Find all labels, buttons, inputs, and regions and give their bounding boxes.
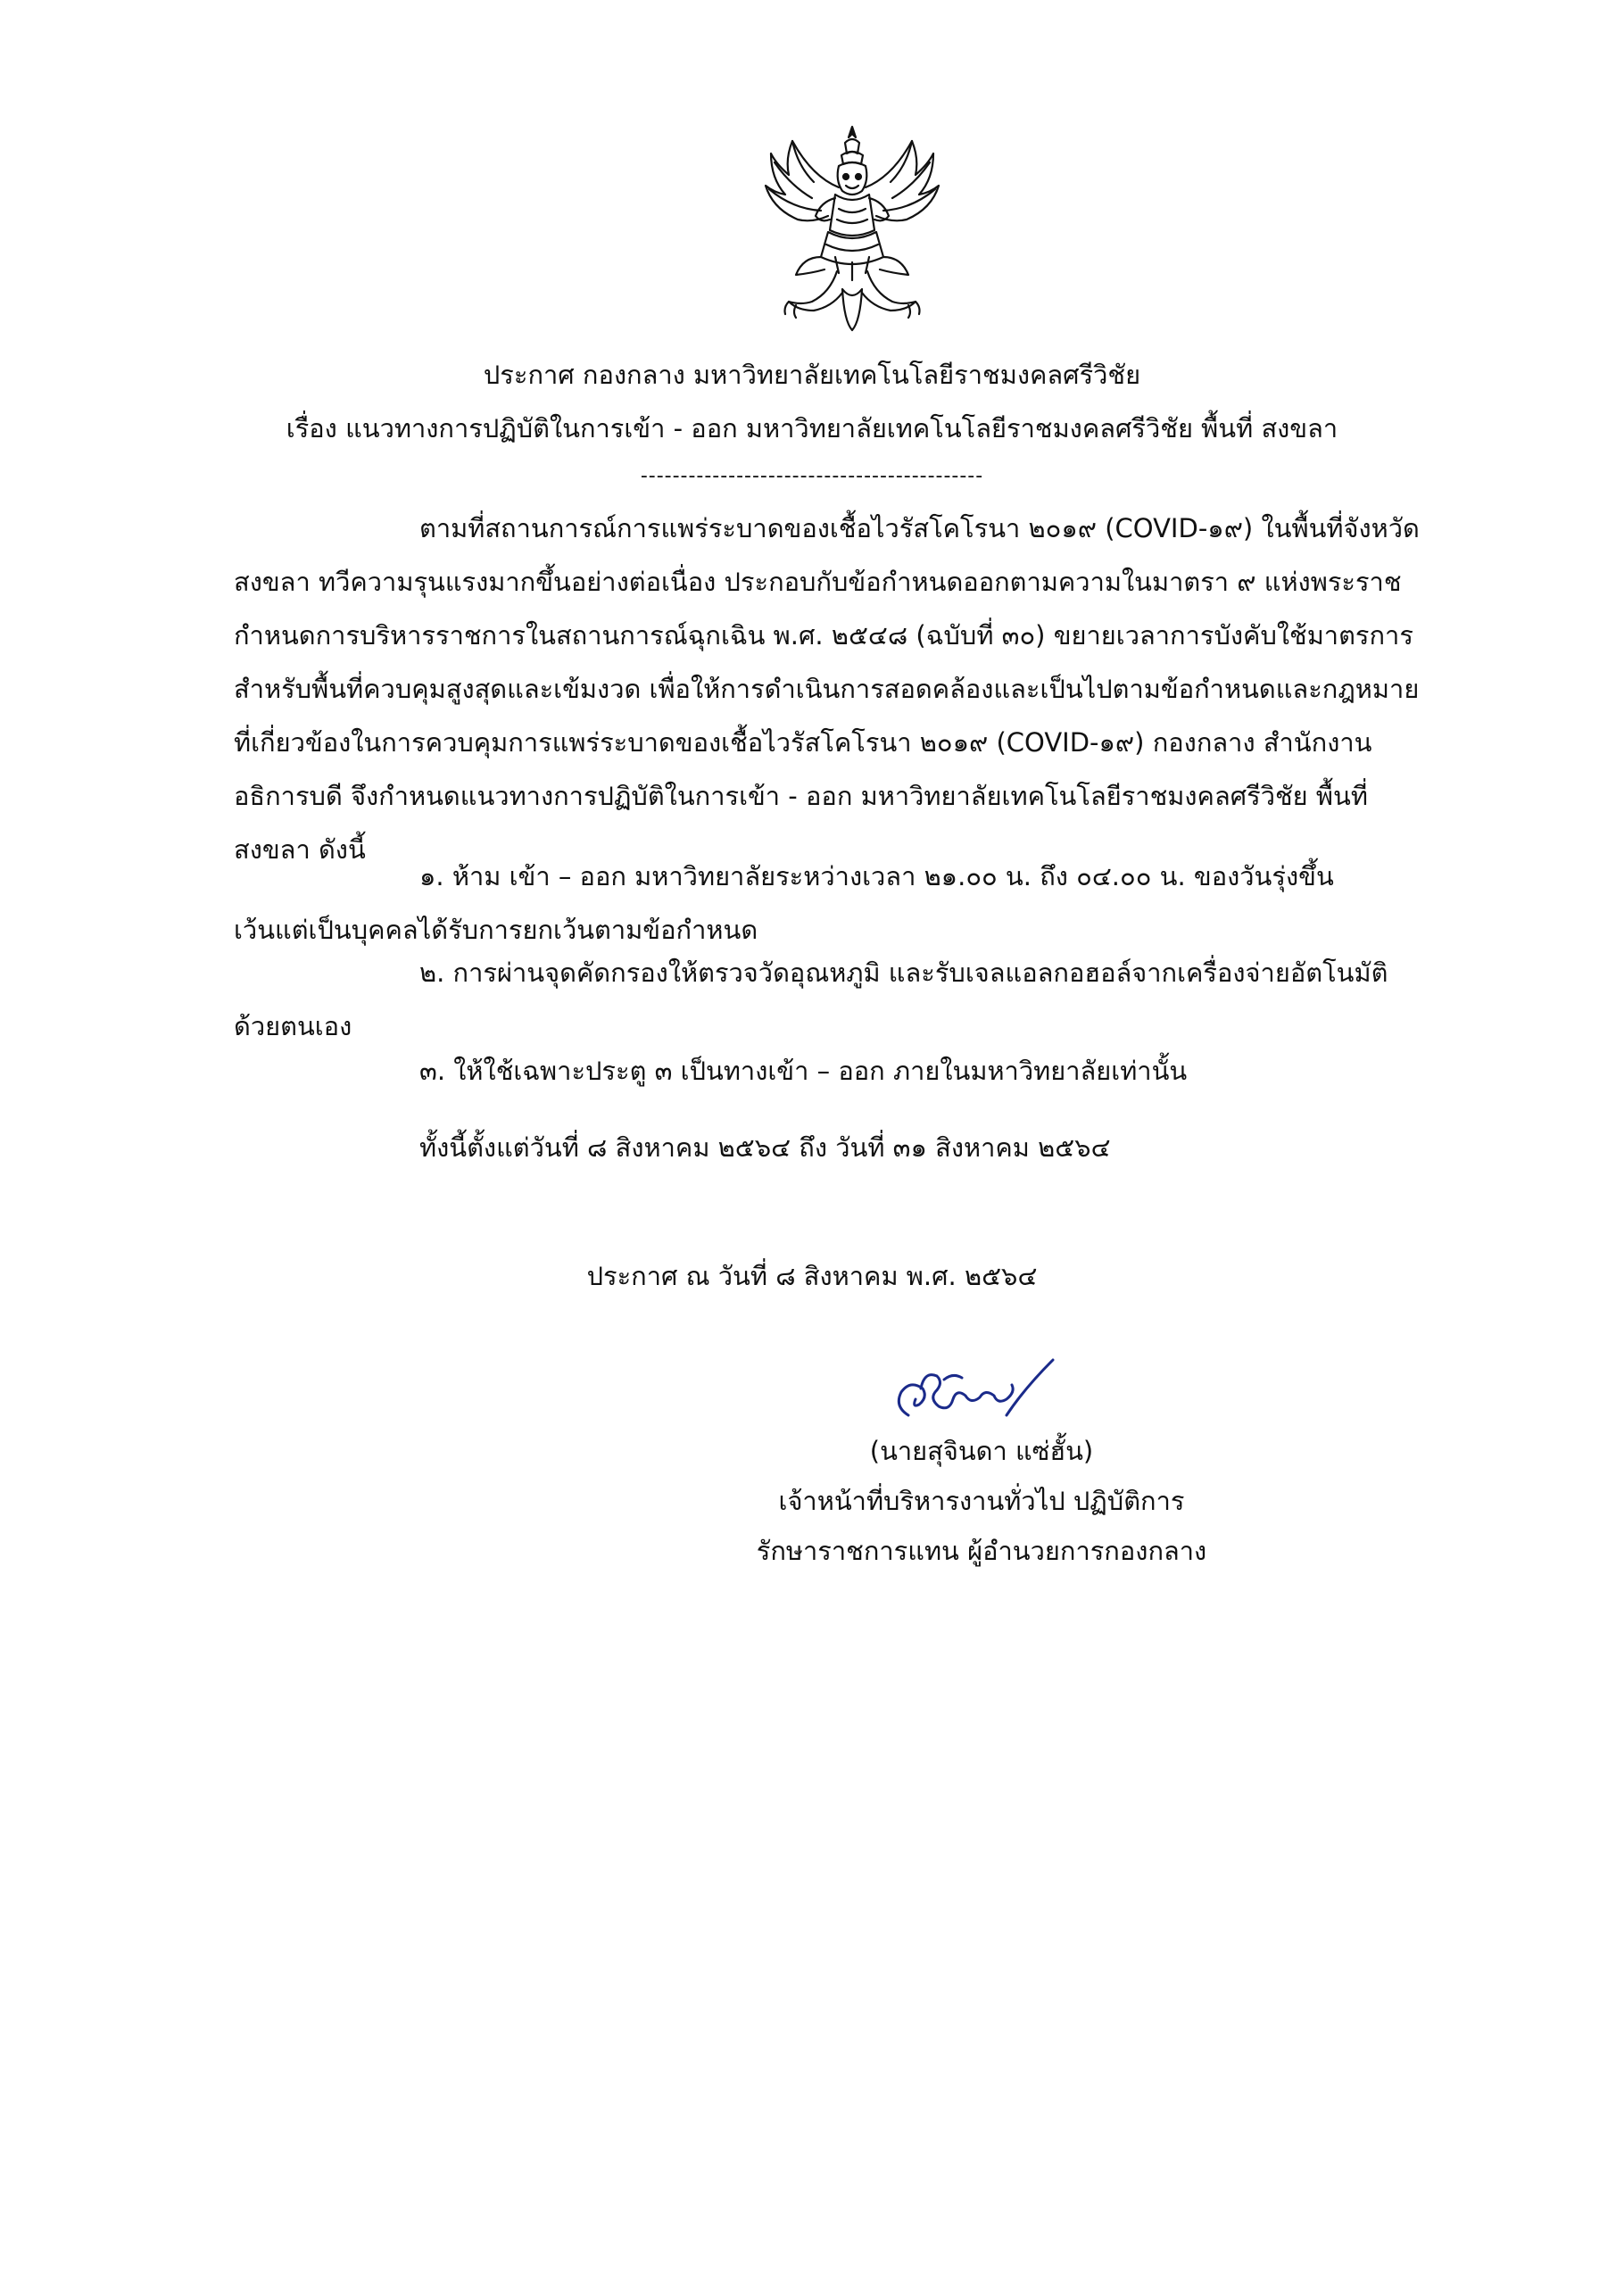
signatory-acting-role: รักษาราชการแทน ผู้อำนวยการกองกลาง [756,1536,1207,1566]
body-line: อธิการบดี จึงกำหนดแนวทางการปฏิบัติในการเข้า - ออก มหาวิทยาลัยเทคโนโลยีราชมงคลศรีวิชัย พื้นที่ [234,781,1368,811]
list-item-line: ๑. ห้าม เข้า – ออก มหาวิทยาลัยระหว่างเวลา ๒๑.๐๐ น. ถึง ๐๔.๐๐ น. ของวันรุ่งขึ้น [419,861,1334,891]
announcement-date: ประกาศ ณ วันที่ ๘ สิงหาคม พ.ศ. ๒๕๖๔ [586,1261,1038,1291]
list-item-line: ๒. การผ่านจุดคัดกรองให้ตรวจวัดอุณหภูมิ และรับเจลแอลกอฮอล์จากเครื่องจ่ายอัตโนมัติ [419,957,1388,988]
signatory-name: (นายสุจินดา แซ่ฮั้น) [869,1436,1094,1466]
list-item [234,858,1483,966]
body-paragraph [234,510,1483,885]
list-item [234,955,1483,1062]
body-line: ที่เกี่ยวข้องในการควบคุมการแพร่ระบาดของเชื้อไวรัสโคโรนา ๒๐๑๙ (COVID-๑๙) กองกลาง สำนักงาน [234,727,1372,758]
announcement-title: ประกาศ กองกลาง มหาวิทยาลัยเทคโนโลยีราชมงคลศรีวิชัย [483,360,1141,390]
list-item-line: เว้นแต่เป็นบุคคลได้รับการยกเว้นตามข้อกำหนด [234,915,758,945]
announcement-subject: เรื่อง แนวทางการปฏิบัติในการเข้า - ออก มหาวิทยาลัยเทคโนโลยีราชมงคลศรีวิชัย พื้นที่ สงขลา [286,413,1338,443]
body-line: ตามที่สถานการณ์การแพร่ระบาดของเชื้อไวรัสโคโรนา ๒๐๑๙ (COVID-๑๙) ในพื้นที่จังหวัด [419,513,1420,543]
body-line: กำหนดการบริหารราชการในสถานการณ์ฉุกเฉิน พ.ศ. ๒๕๔๘ (ฉบับที่ ๓๐) ขยายเวลาการบังคับใช้มาตรการ [234,620,1413,651]
body-line: สงขลา ทวีความรุนแรงมากขึ้นอย่างต่อเนื่อง ประกอบกับข้อกำหนดออกตามความในมาตรา ๙ แห่งพระราช [234,567,1402,597]
handwritten-signature-icon [882,1353,1060,1433]
body-line: สำหรับพื้นที่ควบคุมสูงสุดและเข้มงวด เพื่อให้การดำเนินการสอดคล้องและเป็นไปตามข้อกำหนดและกฎหมาย [234,674,1420,704]
body-line: สงขลา ดังนี้ [234,834,366,865]
effective-period [234,1130,1483,1183]
list-item-line: ด้วยตนเอง [234,1011,352,1041]
title-divider: ------------------------------------------- [640,465,984,487]
signatory-position: เจ้าหน้าที่บริหารงานทั่วไป ปฏิบัติการ [778,1486,1185,1516]
list-item-line: ๓. ให้ใช้เฉพาะประตู ๓ เป็นทางเข้า – ออก ภายในมหาวิทยาลัยเท่านั้น [419,1056,1188,1086]
effective-period-text: ทั้งนี้ตั้งแต่วันที่ ๘ สิงหาคม ๒๕๖๔ ถึง วันที่ ๓๑ สิงหาคม ๒๕๖๔ [419,1132,1111,1163]
list-item [234,1053,1483,1107]
garuda-emblem-icon [750,123,955,337]
